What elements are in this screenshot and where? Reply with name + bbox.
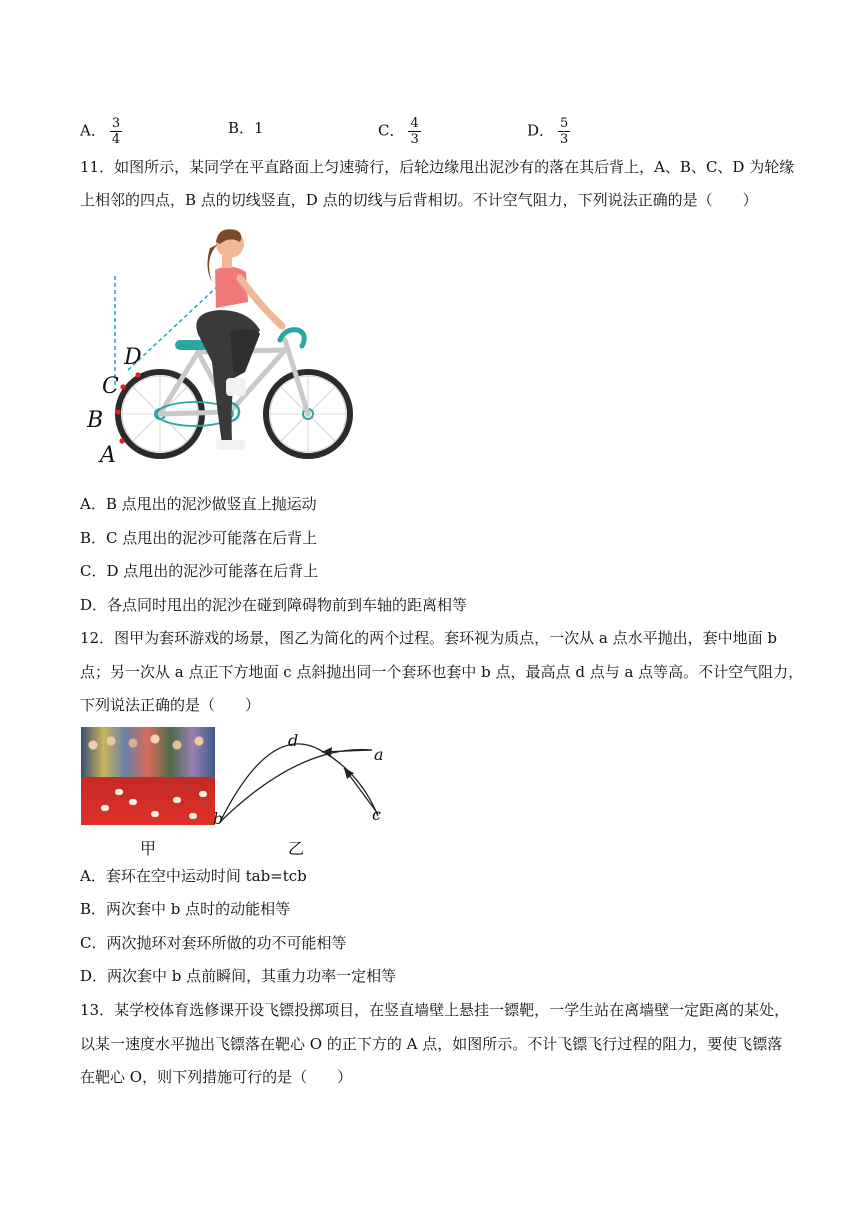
point-label-c: C (102, 374, 119, 399)
fraction-numerator: 4 (410, 116, 419, 131)
option-label: A． (80, 121, 106, 140)
fraction (110, 116, 122, 147)
q11-stem-line-2: 上相邻的四点，B 点的切线竖直，D 点的切线与后背相切。不计空气阻力，下列说法正确的是（ ） (80, 191, 758, 209)
fraction (558, 116, 570, 147)
point-label-b: b (213, 809, 224, 828)
point-label-a: a (374, 745, 384, 764)
fraction-denominator: 3 (560, 132, 569, 147)
q13-stem-line-1: 13．某学校体育选修课开设飞镖投掷项目，在竖直墙壁上悬挂一镖靶，一学生站在离墙壁一定距离的某处， (80, 1001, 790, 1019)
q12-option-c: C．两次抛环对套环所做的功不可能相等 (80, 934, 347, 952)
rider (196, 229, 282, 450)
fraction-denominator: 3 (410, 132, 419, 147)
option-label: C． (378, 121, 405, 140)
fraction (408, 116, 420, 147)
q10-option-b (228, 118, 264, 138)
fraction-numerator: 3 (111, 116, 121, 131)
fraction-denominator: 4 (111, 132, 121, 147)
point-label-b: B (87, 408, 104, 433)
trajectory-diagram (210, 730, 390, 830)
q11-option-a: A．B 点甩出的泥沙做竖直上抛运动 (80, 495, 317, 513)
option-label: D． (527, 121, 555, 140)
option-label: B． (228, 119, 255, 137)
point-label-c: c (372, 805, 381, 824)
point-label-d: D (124, 345, 142, 370)
q10-option-a (80, 116, 122, 147)
ring-toss-photo (81, 727, 215, 825)
q10-option-d (527, 116, 570, 147)
q12-stem-line-3: 下列说法正确的是（ ） (80, 696, 261, 714)
q12-option-b: B．两次套中 b 点时的动能相等 (80, 900, 291, 918)
q12-option-a: A．套环在空中运动时间 tab=tcb (80, 867, 307, 885)
q12-stem-line-2: 点；另一次从 a 点正下方地面 c 点斜抛出同一个套环也套中 b 点，最高点 d 点与 a 点等高。不计空气阻力， (80, 663, 804, 681)
q12-option-d: D．两次套中 b 点前瞬间，其重力功率一定相等 (80, 967, 397, 985)
point-label-d: d (288, 731, 299, 750)
caption-jia: 甲 (140, 839, 157, 858)
q11-option-b: B．C 点甩出的泥沙可能落在后背上 (80, 529, 318, 547)
q11-option-c: C．D 点甩出的泥沙可能落在后背上 (80, 562, 319, 580)
option-value: 1 (254, 119, 264, 137)
q13-stem-line-3: 在靶心 O，则下列措施可行的是（ ） (80, 1068, 353, 1086)
q11-bicycle-figure (80, 222, 370, 468)
horizontal-trajectory (220, 750, 372, 822)
q11-stem-line-1: 11．如图所示，某同学在平直路面上匀速骑行，后轮边缘甩出泥沙有的落在其后背上，A、B、C、D 为轮缘 (80, 158, 795, 176)
fraction-numerator: 5 (560, 116, 569, 131)
q11-option-d: D．各点同时甩出的泥沙在碰到障碍物前到车轴的距离相等 (80, 596, 468, 614)
q13-stem-line-2: 以某一速度水平抛出飞镖落在靶心 O 的正下方的 A 点，如图所示。不计飞镖飞行过程的阻力，要使飞镖落 (80, 1035, 783, 1053)
point-label-a: A (100, 443, 116, 468)
q10-option-c (378, 116, 421, 147)
caption-yi: 乙 (288, 839, 305, 858)
q12-stem-line-1: 12．图甲为套环游戏的场景，图乙为简化的两个过程。套环视为质点，一次从 a 点水平抛出，套中地面 b (80, 629, 777, 647)
